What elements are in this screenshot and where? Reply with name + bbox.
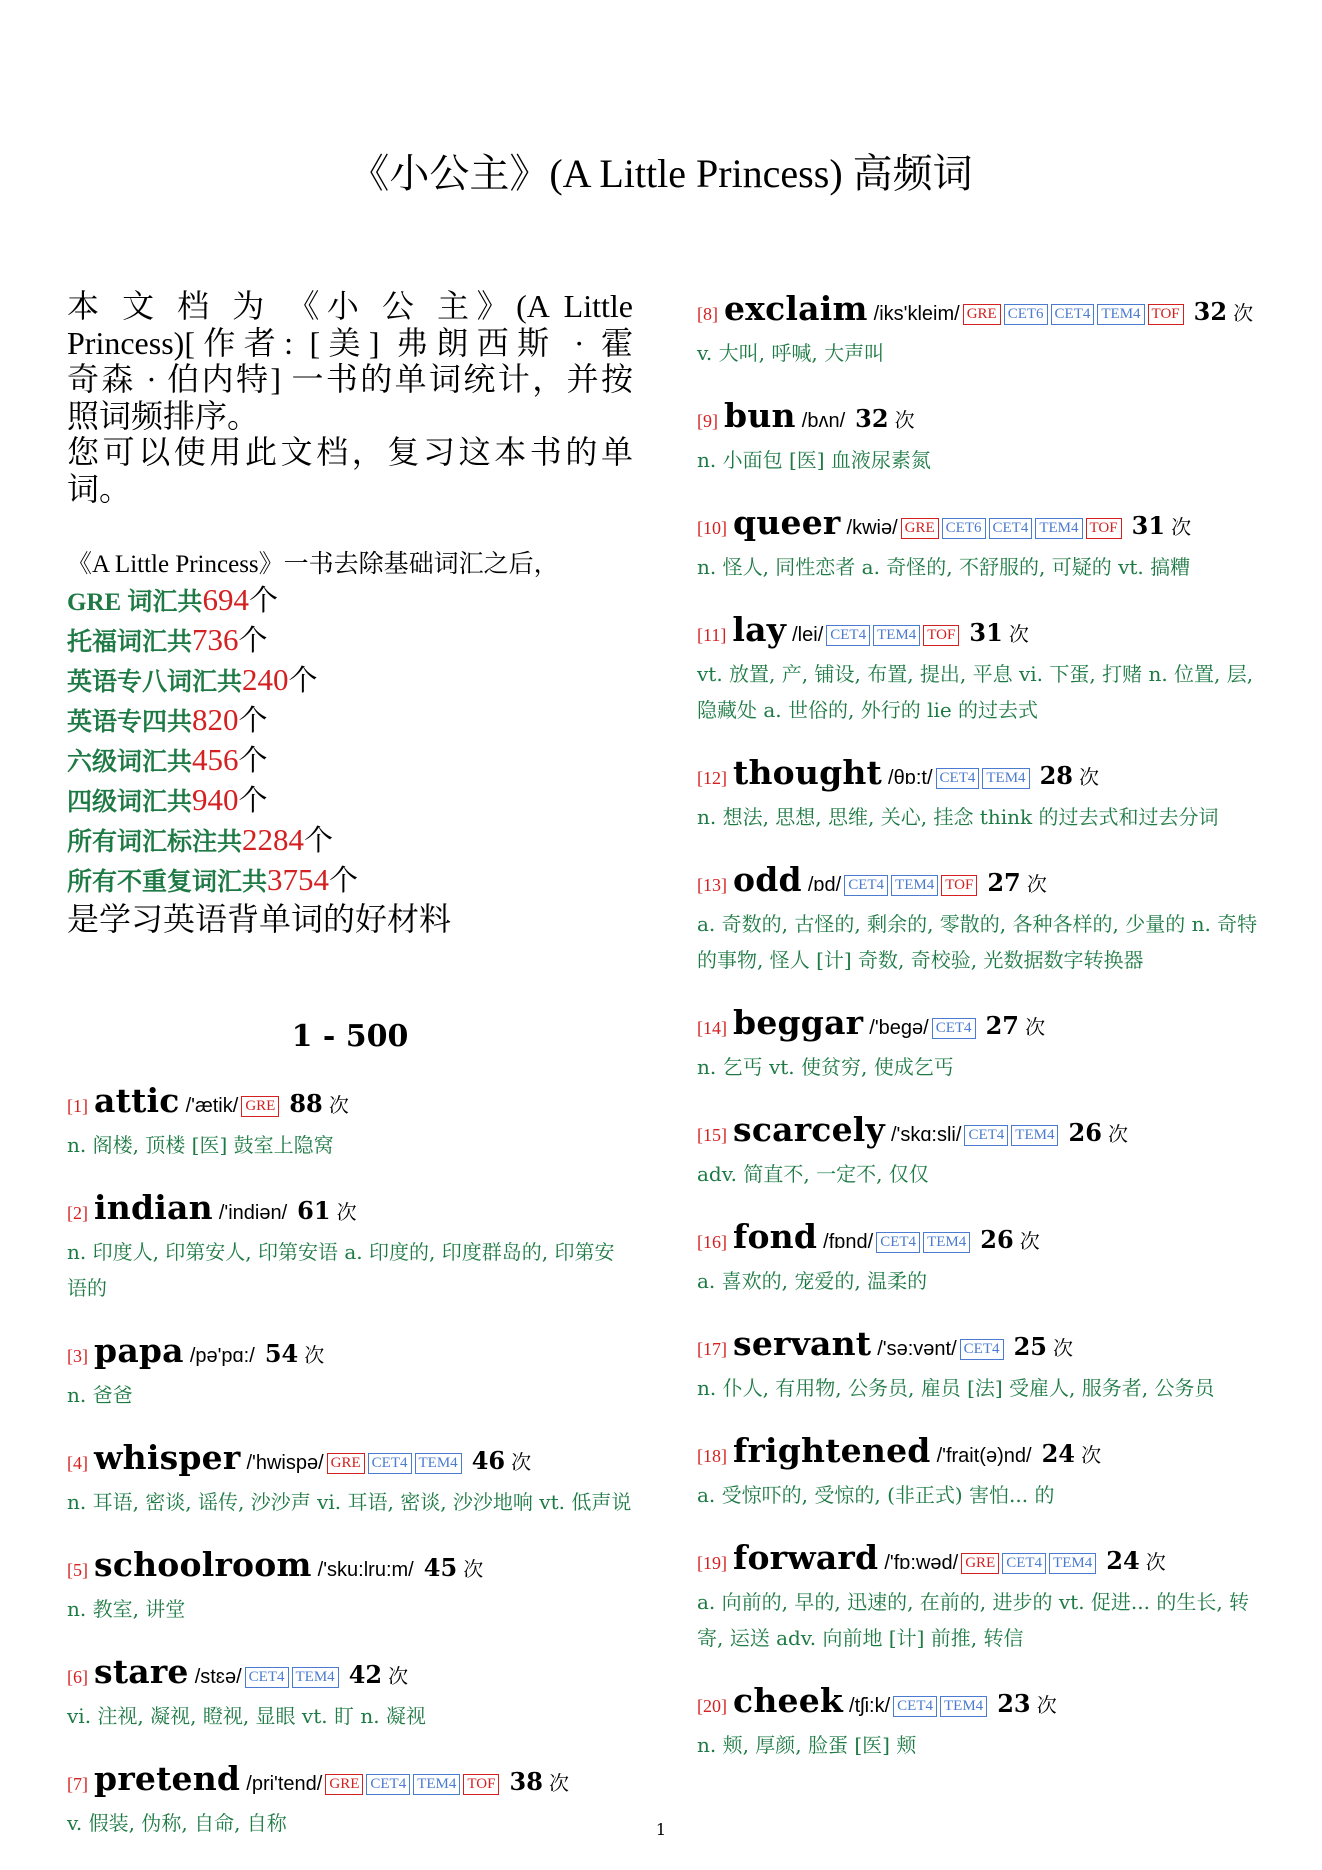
tag-gre: GRE (961, 1553, 999, 1574)
stat-value: 240 (242, 662, 289, 697)
entry-definition: n. 仆人, 有用物, 公务员, 雇员 [法] 受雇人, 服务者, 公务员 (697, 1376, 1215, 1400)
entry-index: [8] (697, 304, 718, 324)
entry-word: forward (733, 1538, 879, 1577)
entry-count: 61 (297, 1196, 331, 1225)
stat-value: 3754 (267, 862, 330, 897)
entry-index: [17] (697, 1339, 727, 1359)
entry-index: [12] (697, 768, 727, 788)
entry-definition: v. 大叫, 呼喊, 大声叫 (697, 341, 885, 365)
tag-cet4: CET4 (960, 1339, 1004, 1360)
tag-cet4: CET4 (989, 518, 1033, 539)
intro-line: 照词频排序。 (67, 397, 260, 434)
entry-definition: n. 耳语, 密谈, 谣传, 沙沙声 vi. 耳语, 密谈, 沙沙地响 vt. 低声说 (67, 1490, 632, 1514)
entry-phonetic: /pri'tend/ (246, 1773, 323, 1795)
count-suffix: 次 (1171, 515, 1192, 539)
entry-head (697, 609, 1267, 656)
stat-label: 所有不重复词汇共 (67, 869, 268, 896)
entry-index: [5] (67, 1560, 88, 1580)
stat-label: 英语专八词汇共 (67, 669, 243, 696)
entry-head (697, 859, 1267, 906)
vocabulary-stats (67, 549, 633, 937)
tag-tof: TOF (1086, 518, 1122, 539)
entry-head (67, 1758, 633, 1805)
entry-head (697, 1216, 1267, 1263)
tag-tof: TOF (1148, 304, 1184, 325)
word-entry (697, 1216, 1267, 1299)
entry-word: bun (724, 396, 796, 435)
stat-unit: 个 (238, 745, 268, 777)
entry-phonetic: /'frait(ə)nd/ (936, 1445, 1032, 1467)
entry-head (67, 1187, 633, 1234)
entry-word: frightened (733, 1431, 931, 1470)
stat-item (67, 581, 633, 621)
tag-tem4: TEM4 (923, 1232, 970, 1253)
entry-head (697, 395, 1267, 442)
word-entry (697, 395, 1267, 478)
word-entry (697, 1323, 1267, 1406)
entry-phonetic: /'sə:vənt/ (877, 1338, 957, 1360)
entry-head (697, 502, 1267, 549)
stats-list (67, 581, 633, 901)
entry-head (67, 1330, 633, 1377)
entry-head (697, 1430, 1267, 1477)
entry-index: [11] (697, 625, 727, 645)
entry-count: 28 (1039, 761, 1073, 790)
entry-phonetic: /kwiə/ (846, 517, 898, 539)
stat-item (67, 661, 633, 701)
stat-unit: 个 (329, 865, 359, 897)
entry-head (697, 1109, 1267, 1156)
entry-count: 42 (348, 1660, 383, 1689)
stat-unit: 个 (238, 705, 268, 737)
entry-definition: n. 阁楼, 顶楼 [医] 鼓室上隐窝 (67, 1133, 334, 1157)
entry-count: 31 (969, 618, 1003, 647)
tag-tem4: TEM4 (1011, 1125, 1058, 1146)
word-entry (697, 288, 1267, 371)
tag-cet4: CET4 (368, 1453, 412, 1474)
entry-phonetic: /iks'kleim/ (873, 303, 960, 325)
tag-cet4: CET4 (893, 1696, 937, 1717)
tag-cet4: CET4 (245, 1667, 289, 1688)
entry-index: [7] (67, 1774, 88, 1794)
count-suffix: 次 (1019, 1229, 1040, 1253)
entry-word: odd (733, 860, 802, 899)
entry-phonetic: /stɛə/ (194, 1666, 242, 1688)
page-number: 1 (655, 1820, 667, 1839)
entry-definition: vt. 放置, 产, 铺设, 布置, 提出, 平息 vi. 下蛋, 打赌 n. 位置, 层, 隐藏处 a. 世俗的, 外行的 lie 的过去式 (697, 662, 1254, 722)
stat-label: GRE 词汇共 (67, 589, 203, 616)
entry-count: 45 (423, 1553, 458, 1582)
entry-definition: a. 向前的, 早的, 迅速的, 在前的, 进步的 vt. 促进... 的生长, 转寄, 运送 adv. 向前地 [计] 前推, 转信 (697, 1590, 1250, 1650)
entry-word: queer (733, 503, 841, 542)
entry-definition: n. 怪人, 同性恋者 a. 奇怪的, 不舒服的, 可疑的 vt. 搞糟 (697, 555, 1191, 579)
tag-cet4: CET4 (932, 1018, 976, 1039)
entry-definition: vi. 注视, 凝视, 瞪视, 显眼 vt. 盯 n. 凝视 (67, 1704, 426, 1728)
count-suffix: 次 (1025, 1015, 1046, 1039)
entry-word: scarcely (733, 1110, 885, 1149)
tag-cet6: CET6 (1004, 304, 1048, 325)
entry-definition: n. 教室, 讲堂 (67, 1597, 186, 1621)
tag-tem4: TEM4 (1097, 304, 1144, 325)
range-heading: 1 - 500 (291, 1019, 409, 1054)
entry-count: 38 (509, 1767, 543, 1796)
entry-definition: a. 受惊吓的, 受惊的, (非正式) 害怕... 的 (697, 1483, 1055, 1507)
count-suffix: 次 (1079, 765, 1100, 789)
entry-index: [18] (697, 1446, 727, 1466)
tag-tem4: TEM4 (415, 1453, 462, 1474)
entry-phonetic: /'hwispə/ (246, 1452, 324, 1474)
entry-word: cheek (733, 1681, 843, 1720)
count-suffix: 次 (1053, 1336, 1074, 1360)
stat-label: 四级词汇共 (67, 789, 193, 816)
tag-cet4: CET4 (366, 1774, 410, 1795)
word-entry (67, 1651, 633, 1734)
stat-value: 2284 (242, 822, 305, 857)
stat-value: 456 (192, 742, 239, 777)
stat-value: 694 (202, 582, 249, 617)
entry-definition: n. 想法, 思想, 思维, 关心, 挂念 think 的过去式和过去分词 (697, 805, 1219, 829)
entry-count: 24 (1041, 1439, 1076, 1468)
entry-word: beggar (733, 1003, 864, 1042)
entry-count: 27 (987, 868, 1021, 897)
count-suffix: 次 (388, 1664, 409, 1688)
stat-unit: 个 (238, 785, 268, 817)
word-entry (67, 1437, 633, 1520)
entry-word: exclaim (724, 289, 868, 328)
entry-phonetic: /tʃi:k/ (849, 1695, 891, 1717)
stat-item (67, 621, 633, 661)
intro-line: 奇森 · 伯内特] 一书的单词统计，并按 (67, 361, 633, 397)
entry-phonetic: /'begə/ (869, 1017, 929, 1039)
entry-head (67, 1080, 633, 1127)
entry-phonetic: /'ætik/ (185, 1095, 239, 1117)
entry-definition: n. 小面包 [医] 血液尿素氮 (697, 448, 931, 472)
stat-unit: 个 (288, 665, 318, 697)
entry-phonetic: /'indiən/ (218, 1202, 288, 1224)
tag-cet4: CET4 (876, 1232, 920, 1253)
entry-head (67, 1544, 633, 1591)
entry-count: 32 (855, 404, 889, 433)
count-suffix: 次 (1145, 1550, 1166, 1574)
word-list-left (67, 1080, 633, 1841)
entry-phonetic: /ɒd/ (807, 874, 842, 896)
entry-word: servant (733, 1324, 872, 1363)
stat-label: 六级词汇共 (67, 749, 193, 776)
entry-word: schoolroom (94, 1545, 312, 1584)
tag-tof: TOF (941, 875, 977, 896)
stat-value: 736 (192, 622, 239, 657)
entry-phonetic: /pə'pɑ:/ (189, 1345, 255, 1367)
entry-index: [15] (697, 1125, 727, 1145)
word-entry (67, 1187, 633, 1306)
tag-tem4: TEM4 (873, 625, 920, 646)
entry-definition: adv. 简直不, 一定不, 仅仅 (697, 1162, 929, 1186)
stat-value: 940 (192, 782, 239, 817)
entry-count: 31 (1131, 511, 1166, 540)
entry-phonetic: /'skɑ:sli/ (890, 1124, 962, 1146)
entry-word: lay (732, 610, 787, 649)
entry-index: [10] (697, 518, 727, 538)
entry-phonetic: /bʌn/ (801, 410, 846, 432)
entry-word: pretend (94, 1759, 241, 1798)
stat-unit: 个 (304, 825, 334, 857)
stat-value: 820 (192, 702, 239, 737)
tag-tem4: TEM4 (413, 1774, 460, 1795)
tag-gre: GRE (241, 1096, 279, 1117)
tag-tof: TOF (923, 625, 959, 646)
entry-head (697, 1537, 1267, 1584)
stats-tail: 是学习英语背单词的好材料 (67, 901, 452, 937)
tag-gre: GRE (325, 1774, 363, 1795)
tag-tem4: TEM4 (292, 1667, 339, 1688)
entry-phonetic: /'fɒ:wəd/ (884, 1552, 959, 1574)
tag-cet4: CET4 (826, 625, 870, 646)
count-suffix: 次 (511, 1450, 532, 1474)
tag-tem4: TEM4 (891, 875, 938, 896)
count-suffix: 次 (336, 1200, 357, 1224)
count-suffix: 次 (1107, 1122, 1128, 1146)
right-column (697, 288, 1267, 1787)
count-suffix: 次 (548, 1771, 569, 1795)
entry-word: indian (94, 1188, 213, 1227)
tag-tem4: TEM4 (940, 1696, 987, 1717)
word-entry (697, 502, 1267, 585)
entry-index: [13] (697, 875, 727, 895)
entry-index: [4] (67, 1453, 88, 1473)
word-entry (697, 1430, 1267, 1513)
entry-word: whisper (94, 1438, 241, 1477)
tag-cet6: CET6 (942, 518, 986, 539)
entry-word: papa (94, 1331, 184, 1370)
stat-item (67, 821, 633, 861)
entry-index: [1] (67, 1096, 88, 1116)
entry-definition: n. 颊, 厚颜, 脸蛋 [医] 颊 (697, 1733, 917, 1757)
entry-phonetic: /'sku:lru:m/ (317, 1559, 414, 1581)
entry-head (67, 1437, 633, 1484)
count-suffix: 次 (1233, 301, 1254, 325)
entry-word: stare (94, 1652, 189, 1691)
count-suffix: 次 (1081, 1443, 1102, 1467)
tag-tof: TOF (463, 1774, 499, 1795)
stat-unit: 个 (238, 625, 268, 657)
entry-index: [14] (697, 1018, 727, 1038)
count-suffix: 次 (304, 1343, 325, 1367)
entry-definition: a. 奇数的, 古怪的, 剩余的, 零散的, 各种各样的, 少量的 n. 奇特的事物, 怪人 [计] 奇数, 奇校验, 光数据数字转换器 (697, 912, 1258, 972)
count-suffix: 次 (1036, 1693, 1057, 1717)
tag-tem4: TEM4 (982, 768, 1029, 789)
tag-cet4: CET4 (1002, 1553, 1046, 1574)
word-entry (697, 609, 1267, 728)
tag-gre: GRE (901, 518, 939, 539)
word-entry (697, 859, 1267, 978)
entry-index: [16] (697, 1232, 727, 1252)
entry-count: 24 (1106, 1546, 1140, 1575)
entry-definition: n. 爸爸 (67, 1383, 133, 1407)
entry-index: [6] (67, 1667, 88, 1687)
entry-head (697, 1323, 1267, 1370)
entry-count: 23 (997, 1689, 1031, 1718)
entry-phonetic: /lei/ (792, 624, 824, 646)
count-suffix: 次 (1026, 872, 1047, 896)
stat-item (67, 741, 633, 781)
entry-head (697, 1002, 1267, 1049)
entry-index: [2] (67, 1203, 88, 1223)
entry-count: 46 (471, 1446, 506, 1475)
entry-count: 32 (1193, 297, 1228, 326)
word-entry (697, 1109, 1267, 1192)
intro-line: 您可以使用此文档，复习这本书的单 (67, 434, 633, 470)
count-suffix: 次 (463, 1557, 484, 1581)
entry-phonetic: /θɒ:t/ (888, 767, 933, 789)
stat-label: 英语专四共 (67, 709, 193, 736)
stats-lead: 《A Little Princess》一书去除基础词汇之后， (67, 551, 559, 578)
entry-word: attic (94, 1081, 180, 1120)
entry-index: [9] (697, 411, 718, 431)
word-entry (67, 1544, 633, 1627)
entry-definition: n. 乞丐 vt. 使贫穷, 使成乞丐 (697, 1055, 954, 1079)
entry-count: 88 (289, 1089, 323, 1118)
intro-paragraph (67, 288, 633, 507)
entry-head (697, 752, 1267, 799)
stat-unit: 个 (248, 585, 278, 617)
intro-line: 词。 (67, 470, 132, 507)
tag-cet4: CET4 (844, 875, 888, 896)
tag-cet4: CET4 (1051, 304, 1095, 325)
entry-definition: v. 假装, 伪称, 自命, 自称 (67, 1811, 287, 1835)
intro-line: 本 文 档 为 《小 公 主》(A Little (67, 288, 633, 324)
word-entry (67, 1330, 633, 1413)
count-suffix: 次 (894, 408, 915, 432)
word-entry (697, 1537, 1267, 1656)
entry-index: [3] (67, 1346, 88, 1366)
word-entry (697, 752, 1267, 835)
count-suffix: 次 (1008, 622, 1029, 646)
entry-count: 26 (1068, 1118, 1102, 1147)
stat-label: 托福词汇共 (67, 629, 193, 656)
left-column (67, 288, 633, 1865)
entry-count: 27 (985, 1011, 1020, 1040)
tag-cet4: CET4 (964, 1125, 1008, 1146)
stat-label: 所有词汇标注共 (67, 829, 243, 856)
entry-count: 25 (1013, 1332, 1047, 1361)
entry-count: 26 (980, 1225, 1014, 1254)
entry-head (697, 1680, 1267, 1727)
entry-count: 54 (264, 1339, 299, 1368)
tag-tem4: TEM4 (1049, 1553, 1096, 1574)
word-entry (67, 1080, 633, 1163)
entry-definition: n. 印度人, 印第安人, 印第安语 a. 印度的, 印度群岛的, 印第安语的 (67, 1240, 615, 1300)
entry-phonetic: /fɒnd/ (823, 1231, 874, 1253)
tag-gre: GRE (963, 304, 1001, 325)
tag-gre: GRE (327, 1453, 365, 1474)
word-entry (697, 1680, 1267, 1763)
entry-head (67, 1651, 633, 1698)
word-list-right (697, 288, 1267, 1763)
word-entry (697, 1002, 1267, 1085)
entry-definition: a. 喜欢的, 宠爱的, 温柔的 (697, 1269, 928, 1293)
stat-item (67, 701, 633, 741)
entry-word: fond (733, 1217, 818, 1256)
page-title: 《小公主》(A Little Princess) 高频词 (349, 151, 973, 196)
stat-item (67, 861, 633, 901)
count-suffix: 次 (328, 1093, 349, 1117)
entry-index: [19] (697, 1553, 727, 1573)
entry-word: thought (733, 753, 882, 792)
tag-tem4: TEM4 (1035, 518, 1082, 539)
entry-head (697, 288, 1267, 335)
tag-cet4: CET4 (936, 768, 980, 789)
stat-item (67, 781, 633, 821)
intro-line: Princess)[作者: [美] 弗朗西斯 · 霍 (67, 324, 633, 361)
entry-index: [20] (697, 1696, 727, 1716)
